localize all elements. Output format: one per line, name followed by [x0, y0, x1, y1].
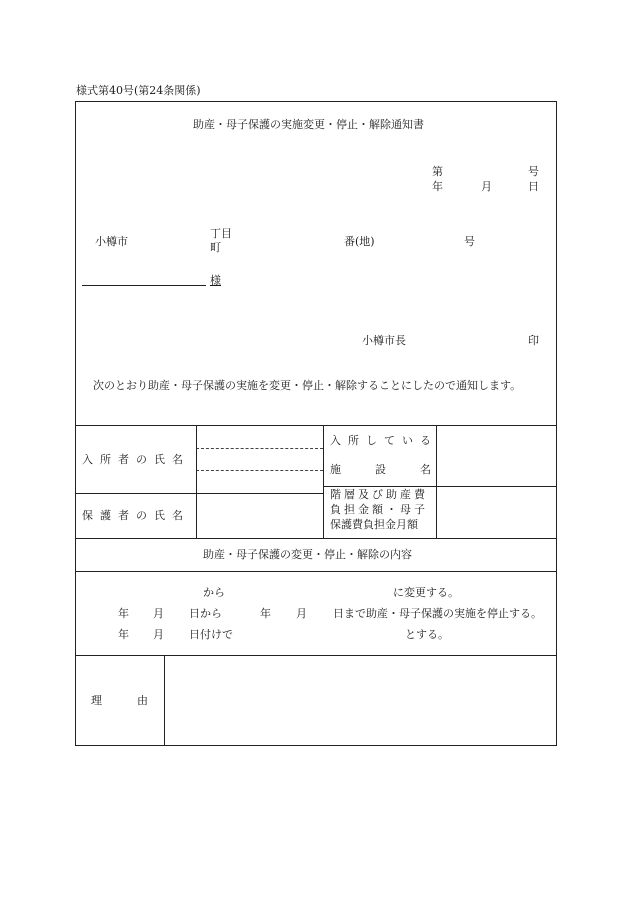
form-frame	[75, 101, 557, 746]
cost-label-line3: 保護費負担金月額	[330, 518, 418, 531]
form-title: 助産・母子保護の実施変更・停止・解除通知書	[193, 118, 424, 131]
facility-label-line2: 施設名	[330, 463, 465, 476]
number-prefix: 第	[432, 165, 443, 178]
stop-month: 月	[153, 607, 164, 620]
address-go: 号	[464, 235, 475, 248]
issuer-title: 小樽市長	[362, 334, 406, 347]
number-suffix: 号	[528, 165, 539, 178]
reason-top-rule	[75, 655, 557, 656]
table-bottom-rule	[75, 538, 557, 539]
cost-label-line1: 階層及び助産費	[330, 488, 428, 501]
content-from: から	[203, 586, 225, 599]
guardian-name-label: 保護者の氏名	[82, 509, 190, 522]
cancel-year: 年	[118, 628, 129, 641]
table-col-2	[323, 425, 324, 538]
table-col-1	[196, 425, 197, 538]
date-month-label: 月	[481, 180, 492, 193]
facility-divider	[323, 486, 557, 487]
recipient-honorific: 様	[210, 274, 221, 287]
facility-label-line1: 入所している	[330, 434, 438, 447]
content-header-rule	[75, 571, 557, 572]
name-divider	[75, 493, 323, 494]
cancel-month: 月	[153, 628, 164, 641]
reason-label: 理由	[91, 694, 183, 707]
stop-tail: 日まで助産・母子保護の実施を停止する。	[333, 607, 542, 620]
cancel-day: 日付けで	[189, 628, 233, 641]
resident-dash-1	[196, 448, 323, 449]
issuer-seal: 印	[528, 334, 539, 347]
address-chome: 丁目	[210, 227, 232, 240]
address-banchi: 番(地)	[344, 235, 375, 248]
recipient-name-line	[82, 285, 206, 286]
table-top-rule	[75, 425, 557, 426]
form-number-label: 様式第40号(第24条関係)	[76, 84, 201, 97]
stop-year-2: 年	[260, 607, 271, 620]
content-change: に変更する。	[393, 586, 459, 599]
stop-day-from: 日から	[189, 607, 222, 620]
content-header: 助産・母子保護の変更・停止・解除の内容	[203, 548, 412, 561]
resident-name-label: 入所者の氏名	[82, 453, 190, 466]
stop-year: 年	[118, 607, 129, 620]
notice-text: 次のとおり助産・母子保護の実施を変更・停止・解除することにしたので通知します。	[93, 379, 522, 392]
cost-label-line2: 負担金額・母子	[330, 503, 428, 516]
address-machi: 町	[210, 241, 221, 254]
cancel-tail: とする。	[405, 628, 449, 641]
resident-dash-2	[196, 470, 323, 471]
date-year-label: 年	[432, 180, 443, 193]
date-day-label: 日	[528, 180, 539, 193]
stop-month-2: 月	[296, 607, 307, 620]
address-city: 小樽市	[95, 235, 128, 248]
